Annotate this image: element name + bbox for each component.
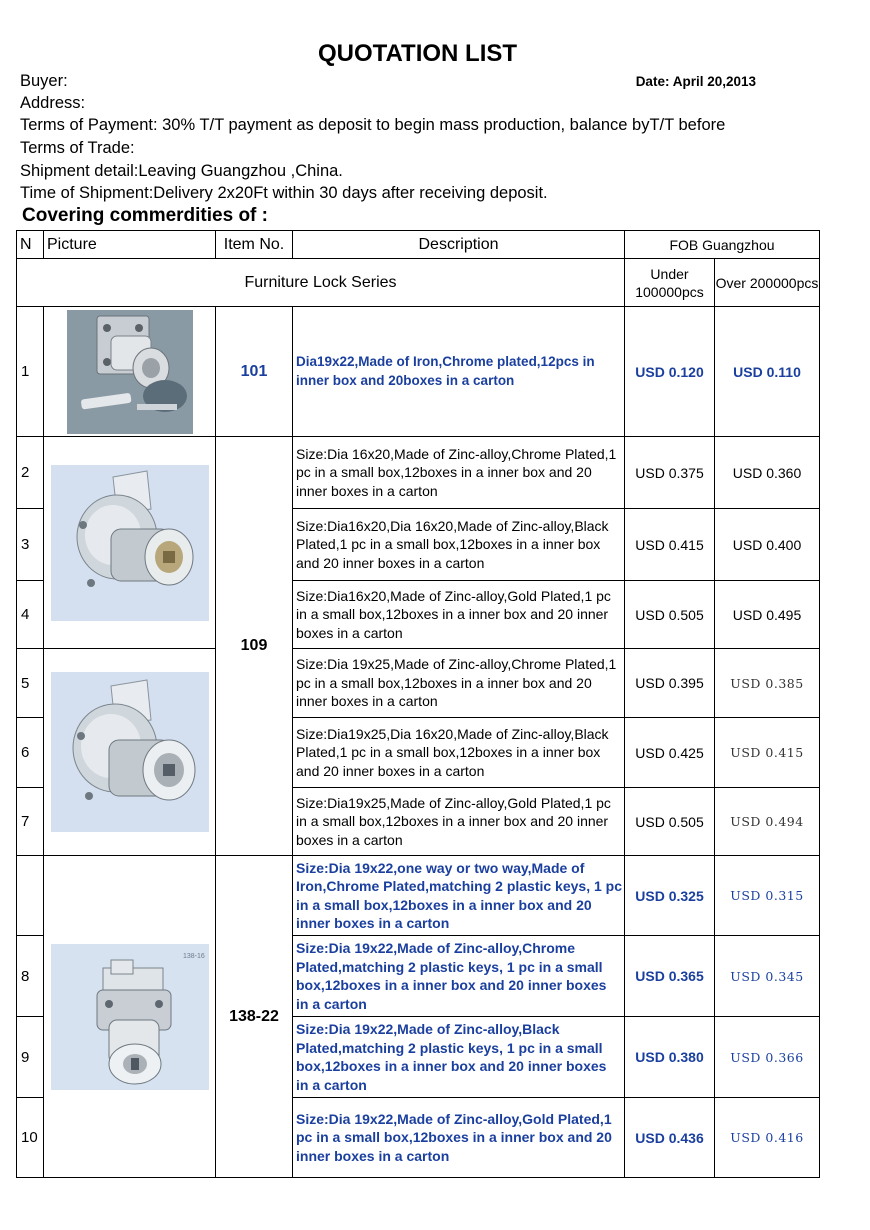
lock-109-alt-image	[51, 672, 209, 832]
lock-138-image	[51, 944, 209, 1090]
price-over: USD 0.415	[715, 718, 820, 788]
description: Size:Dia 19x22,Made of Zinc-alloy,Chrome Plated,matching 2 plastic keys, 1 pc in a small box,12boxes in a inner box and 20 inner boxes in a carton	[293, 936, 625, 1017]
price-over: USD 0.110	[715, 307, 820, 437]
under-qty-text: Under 100000pcs	[635, 265, 704, 300]
price-over: USD 0.345	[715, 936, 820, 1017]
description: Size:Dia16x20,Made of Zinc-alloy,Gold Plated,1 pc in a small box,12boxes in a inner box and 20 inner boxes in a carton	[293, 581, 625, 649]
col-item-header: Item No.	[216, 231, 293, 259]
table-row	[17, 649, 820, 718]
item-number-101: 101	[216, 307, 293, 437]
price-over: USD 0.495	[715, 581, 820, 649]
item-number-138-22: 138-22	[216, 856, 293, 1178]
date-line: Date: April 20,2013	[635, 74, 756, 89]
price-over: USD 0.360	[715, 437, 820, 509]
quotation-table	[16, 230, 820, 1178]
lock-109-image	[51, 465, 209, 621]
price-under: USD 0.325	[625, 856, 715, 936]
shipment-detail: Shipment detail:Leaving Guangzhou ,China.	[20, 162, 343, 180]
col-picture-header: Picture	[44, 231, 216, 259]
series-label: Furniture Lock Series	[17, 259, 625, 307]
row-number: 5	[17, 649, 44, 718]
shipment-time: Time of Shipment:Delivery 2x20Ft within 30 days after receiving deposit.	[20, 184, 548, 202]
address-line: Address:	[20, 94, 86, 112]
description: Size:Dia 19x22,one way or two way,Made of Iron,Chrome Plated,matching 2 plastic keys, 1 pc in a small box,12boxes in a inner box and 20 inner boxes in a carton	[293, 856, 625, 936]
trade-terms: Terms of Trade:	[20, 139, 135, 157]
item-number-109: 109	[216, 437, 293, 856]
price-over: USD 0.416	[715, 1098, 820, 1178]
under-qty-header	[625, 259, 715, 307]
covering-heading: Covering commerdities of :	[22, 205, 268, 226]
description: Size:Dia16x20,Dia 16x20,Made of Zinc-alloy,Black Plated,1 pc in a small box,12boxes in a inner box and 20 inner boxes in a carton	[293, 509, 625, 581]
price-under: USD 0.505	[625, 581, 715, 649]
description: Dia19x22,Made of Iron,Chrome plated,12pcs in inner box and 20boxes in a carton	[293, 307, 625, 437]
col-fob-header: FOB Guangzhou	[625, 231, 820, 259]
price-under: USD 0.375	[625, 437, 715, 509]
row-number	[17, 856, 44, 936]
buyer-line: Buyer:	[20, 72, 68, 90]
price-over: USD 0.385	[715, 649, 820, 718]
over-qty-header	[715, 259, 820, 307]
description: Size:Dia 19x25,Made of Zinc-alloy,Chrome Plated,1 pc in a small box,12boxes in a inner box and 20 inner boxes in a carton	[293, 649, 625, 718]
price-under: USD 0.436	[625, 1098, 715, 1178]
price-over: USD 0.494	[715, 788, 820, 856]
description: Size:Dia 19x22,Made of Zinc-alloy,Black Plated,matching 2 plastic keys, 1 pc in a small box,12boxes in a inner box and 20 inner boxes in a carton	[293, 1017, 625, 1098]
lock-photo-109a	[44, 437, 216, 649]
photo-label: 138-16	[182, 952, 205, 960]
payment-terms: Terms of Payment: 30% T/T payment as deposit to begin mass production, balance byT/T before	[20, 116, 726, 134]
lock-photo-101	[44, 307, 216, 437]
table-row	[17, 437, 820, 509]
row-number: 6	[17, 718, 44, 788]
price-under: USD 0.415	[625, 509, 715, 581]
price-under: USD 0.380	[625, 1017, 715, 1098]
over-qty-text: Over 200000pcs	[715, 274, 819, 291]
row-number: 3	[17, 509, 44, 581]
lock-101-image	[67, 310, 193, 434]
description: Size:Dia 16x20,Made of Zinc-alloy,Chrome Plated,1 pc in a small box,12boxes in a inner box and 20 inner boxes in a carton	[293, 437, 625, 509]
row-number: 9	[17, 1017, 44, 1098]
price-under: USD 0.365	[625, 936, 715, 1017]
price-over: USD 0.366	[715, 1017, 820, 1098]
row-number: 2	[17, 437, 44, 509]
row-number: 8	[17, 936, 44, 1017]
lock-photo-109b	[44, 649, 216, 856]
row-number: 10	[17, 1098, 44, 1178]
description: Size:Dia19x25,Dia 16x20,Made of Zinc-alloy,Black Plated,1 pc in a small box,12boxes in a inner box and 20 inner boxes in a carton	[293, 718, 625, 788]
description: Size:Dia19x25,Made of Zinc-alloy,Gold Plated,1 pc in a small box,12boxes in a inner box and 20 inner boxes in a carton	[293, 788, 625, 856]
table-row	[17, 307, 820, 437]
row-number: 7	[17, 788, 44, 856]
price-over: USD 0.315	[715, 856, 820, 936]
col-n-header: N	[17, 231, 44, 259]
lock-photo-138	[44, 856, 216, 1178]
price-under: USD 0.120	[625, 307, 715, 437]
col-desc-header: Description	[293, 231, 625, 259]
page-title: QUOTATION LIST	[317, 40, 518, 67]
price-under: USD 0.425	[625, 718, 715, 788]
row-number: 1	[17, 307, 44, 437]
description: Size:Dia 19x22,Made of Zinc-alloy,Gold Plated,1 pc in a small box,12boxes in a inner box and 20 inner boxes in a carton	[293, 1098, 625, 1178]
price-under: USD 0.505	[625, 788, 715, 856]
table-row	[17, 856, 820, 936]
price-under: USD 0.395	[625, 649, 715, 718]
price-over: USD 0.400	[715, 509, 820, 581]
row-number: 4	[17, 581, 44, 649]
